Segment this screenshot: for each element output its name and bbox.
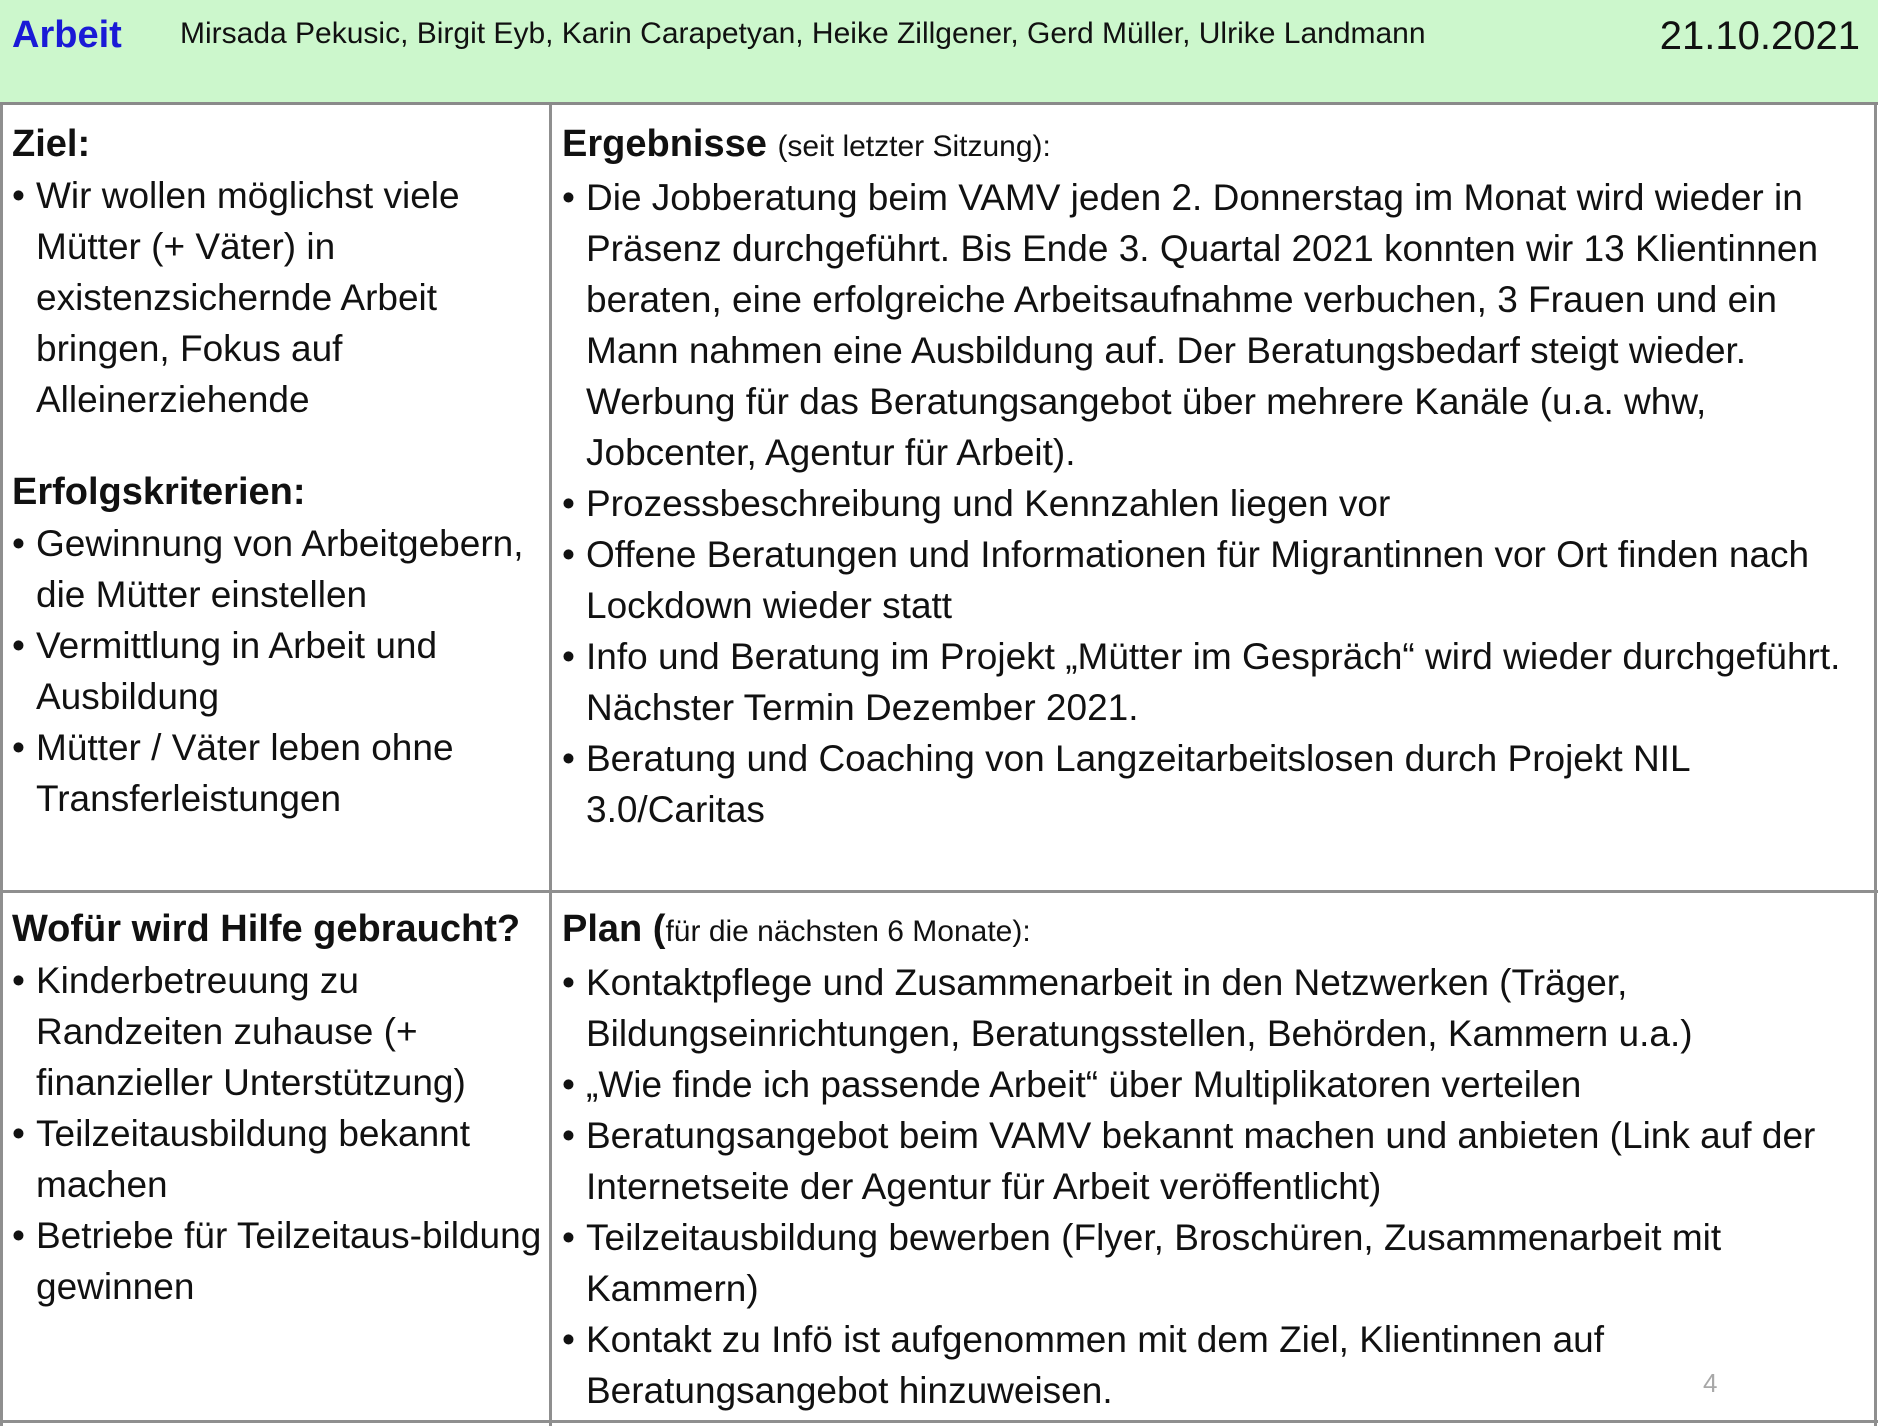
list-item: • Teilzeitausbildung bewerben (Flyer, Broschüren, Zusammenarbeit mit Kammern) xyxy=(562,1212,1862,1314)
help-list xyxy=(12,955,542,1312)
results-cell xyxy=(562,119,1862,835)
list-item: • Kinderbetreuung zu Randzeiten zuhause (+ finanzieller Unterstützung) xyxy=(12,955,542,1108)
criteria-list xyxy=(12,518,542,824)
page-number: 4 xyxy=(1703,1368,1718,1398)
list-item: • Vermittlung in Arbeit und Ausbildung xyxy=(12,620,542,722)
list-item: • Wir wollen möglichst viele Mütter (+ Väter) in existenzsichernde Arbeit bringen, Fokus auf Alleinerziehende xyxy=(12,170,542,425)
help-cell xyxy=(12,904,542,1312)
plan-heading: Plan ( xyxy=(562,908,666,950)
list-item: • Die Jobberatung beim VAMV jeden 2. Donnerstag im Monat wird wieder in Präsenz durchgeführt. Bis Ende 3. Quartal 2021 konnten wir 13 Klientinnen beraten, eine erfolgreiche Arbeitsaufnahme verbuchen, 3 Frauen und ein Mann nahmen eine Ausbildung auf. Der Beratungsbedarf steigt wieder. Werbung für das Beratungsangebot über mehrere Kanäle (u.a. whw, Jobcenter, Agentur für Arbeit). xyxy=(562,172,1862,478)
goal-cell xyxy=(12,119,542,824)
outer-left-border xyxy=(0,105,3,1426)
list-item: • Kontakt zu Infö ist aufgenommen mit dem Ziel, Klientinnen auf Beratungsangebot hinzuweisen. xyxy=(562,1314,1862,1416)
list-item: • Gewinnung von Arbeitgebern, die Mütter einstellen xyxy=(12,518,542,620)
goal-heading: Ziel: xyxy=(12,123,91,165)
results-heading: Ergebnisse xyxy=(562,123,767,165)
plan-list xyxy=(562,957,1862,1416)
row-divider xyxy=(0,890,1878,893)
plan-colon: : xyxy=(1022,915,1031,948)
plan-heading-line xyxy=(562,904,1862,957)
list-item: • Beratung und Coaching von Langzeitarbeitslosen durch Projekt NIL 3.0/Caritas xyxy=(562,733,1862,835)
goal-list xyxy=(12,170,542,425)
outer-right-border xyxy=(1874,105,1877,1426)
criteria-heading: Erfolgskriterien: xyxy=(12,471,306,513)
list-item: • Betriebe für Teilzeitaus-bildung gewinnen xyxy=(12,1210,542,1312)
list-item: • Offene Beratungen und Informationen für Migrantinnen vor Ort finden nach Lockdown wieder statt xyxy=(562,529,1862,631)
help-heading: Wofür wird Hilfe gebraucht? xyxy=(12,908,521,950)
header-bar xyxy=(0,0,1878,105)
results-subheading: (seit letzter Sitzung) xyxy=(777,130,1043,163)
plan-cell xyxy=(562,904,1862,1416)
list-item: • „Wie finde ich passende Arbeit“ über Multiplikatoren verteilen xyxy=(562,1059,1862,1110)
list-item: • Prozessbeschreibung und Kennzahlen liegen vor xyxy=(562,478,1862,529)
topic-title: Arbeit xyxy=(12,14,122,56)
meeting-date: 21.10.2021 xyxy=(1659,14,1860,58)
list-item: • Teilzeitausbildung bekannt machen xyxy=(12,1108,542,1210)
results-heading-line xyxy=(562,119,1862,172)
results-list xyxy=(562,172,1862,835)
list-item: • Info und Beratung im Projekt „Mütter im Gespräch“ wird wieder durchgeführt. Nächster Termin Dezember 2021. xyxy=(562,631,1862,733)
list-item: • Mütter / Väter leben ohne Transferleistungen xyxy=(12,722,542,824)
list-item: • Beratungsangebot beim VAMV bekannt machen und anbieten (Link auf der Internetseite der Agentur für Arbeit veröffentlicht) xyxy=(562,1110,1862,1212)
column-divider xyxy=(549,105,552,1426)
plan-subheading: für die nächsten 6 Monate) xyxy=(665,915,1023,948)
bottom-border xyxy=(0,1420,1878,1423)
members-list: Mirsada Pekusic, Birgit Eyb, Karin Carapetyan, Heike Zillgener, Gerd Müller, Ulrike Landmann xyxy=(180,17,1426,50)
section-spacer xyxy=(12,425,542,467)
list-item: • Kontaktpflege und Zusammenarbeit in den Netzwerken (Träger, Bildungseinrichtungen, Beratungsstellen, Behörden, Kammern u.a.) xyxy=(562,957,1862,1059)
results-colon: : xyxy=(1042,130,1051,163)
